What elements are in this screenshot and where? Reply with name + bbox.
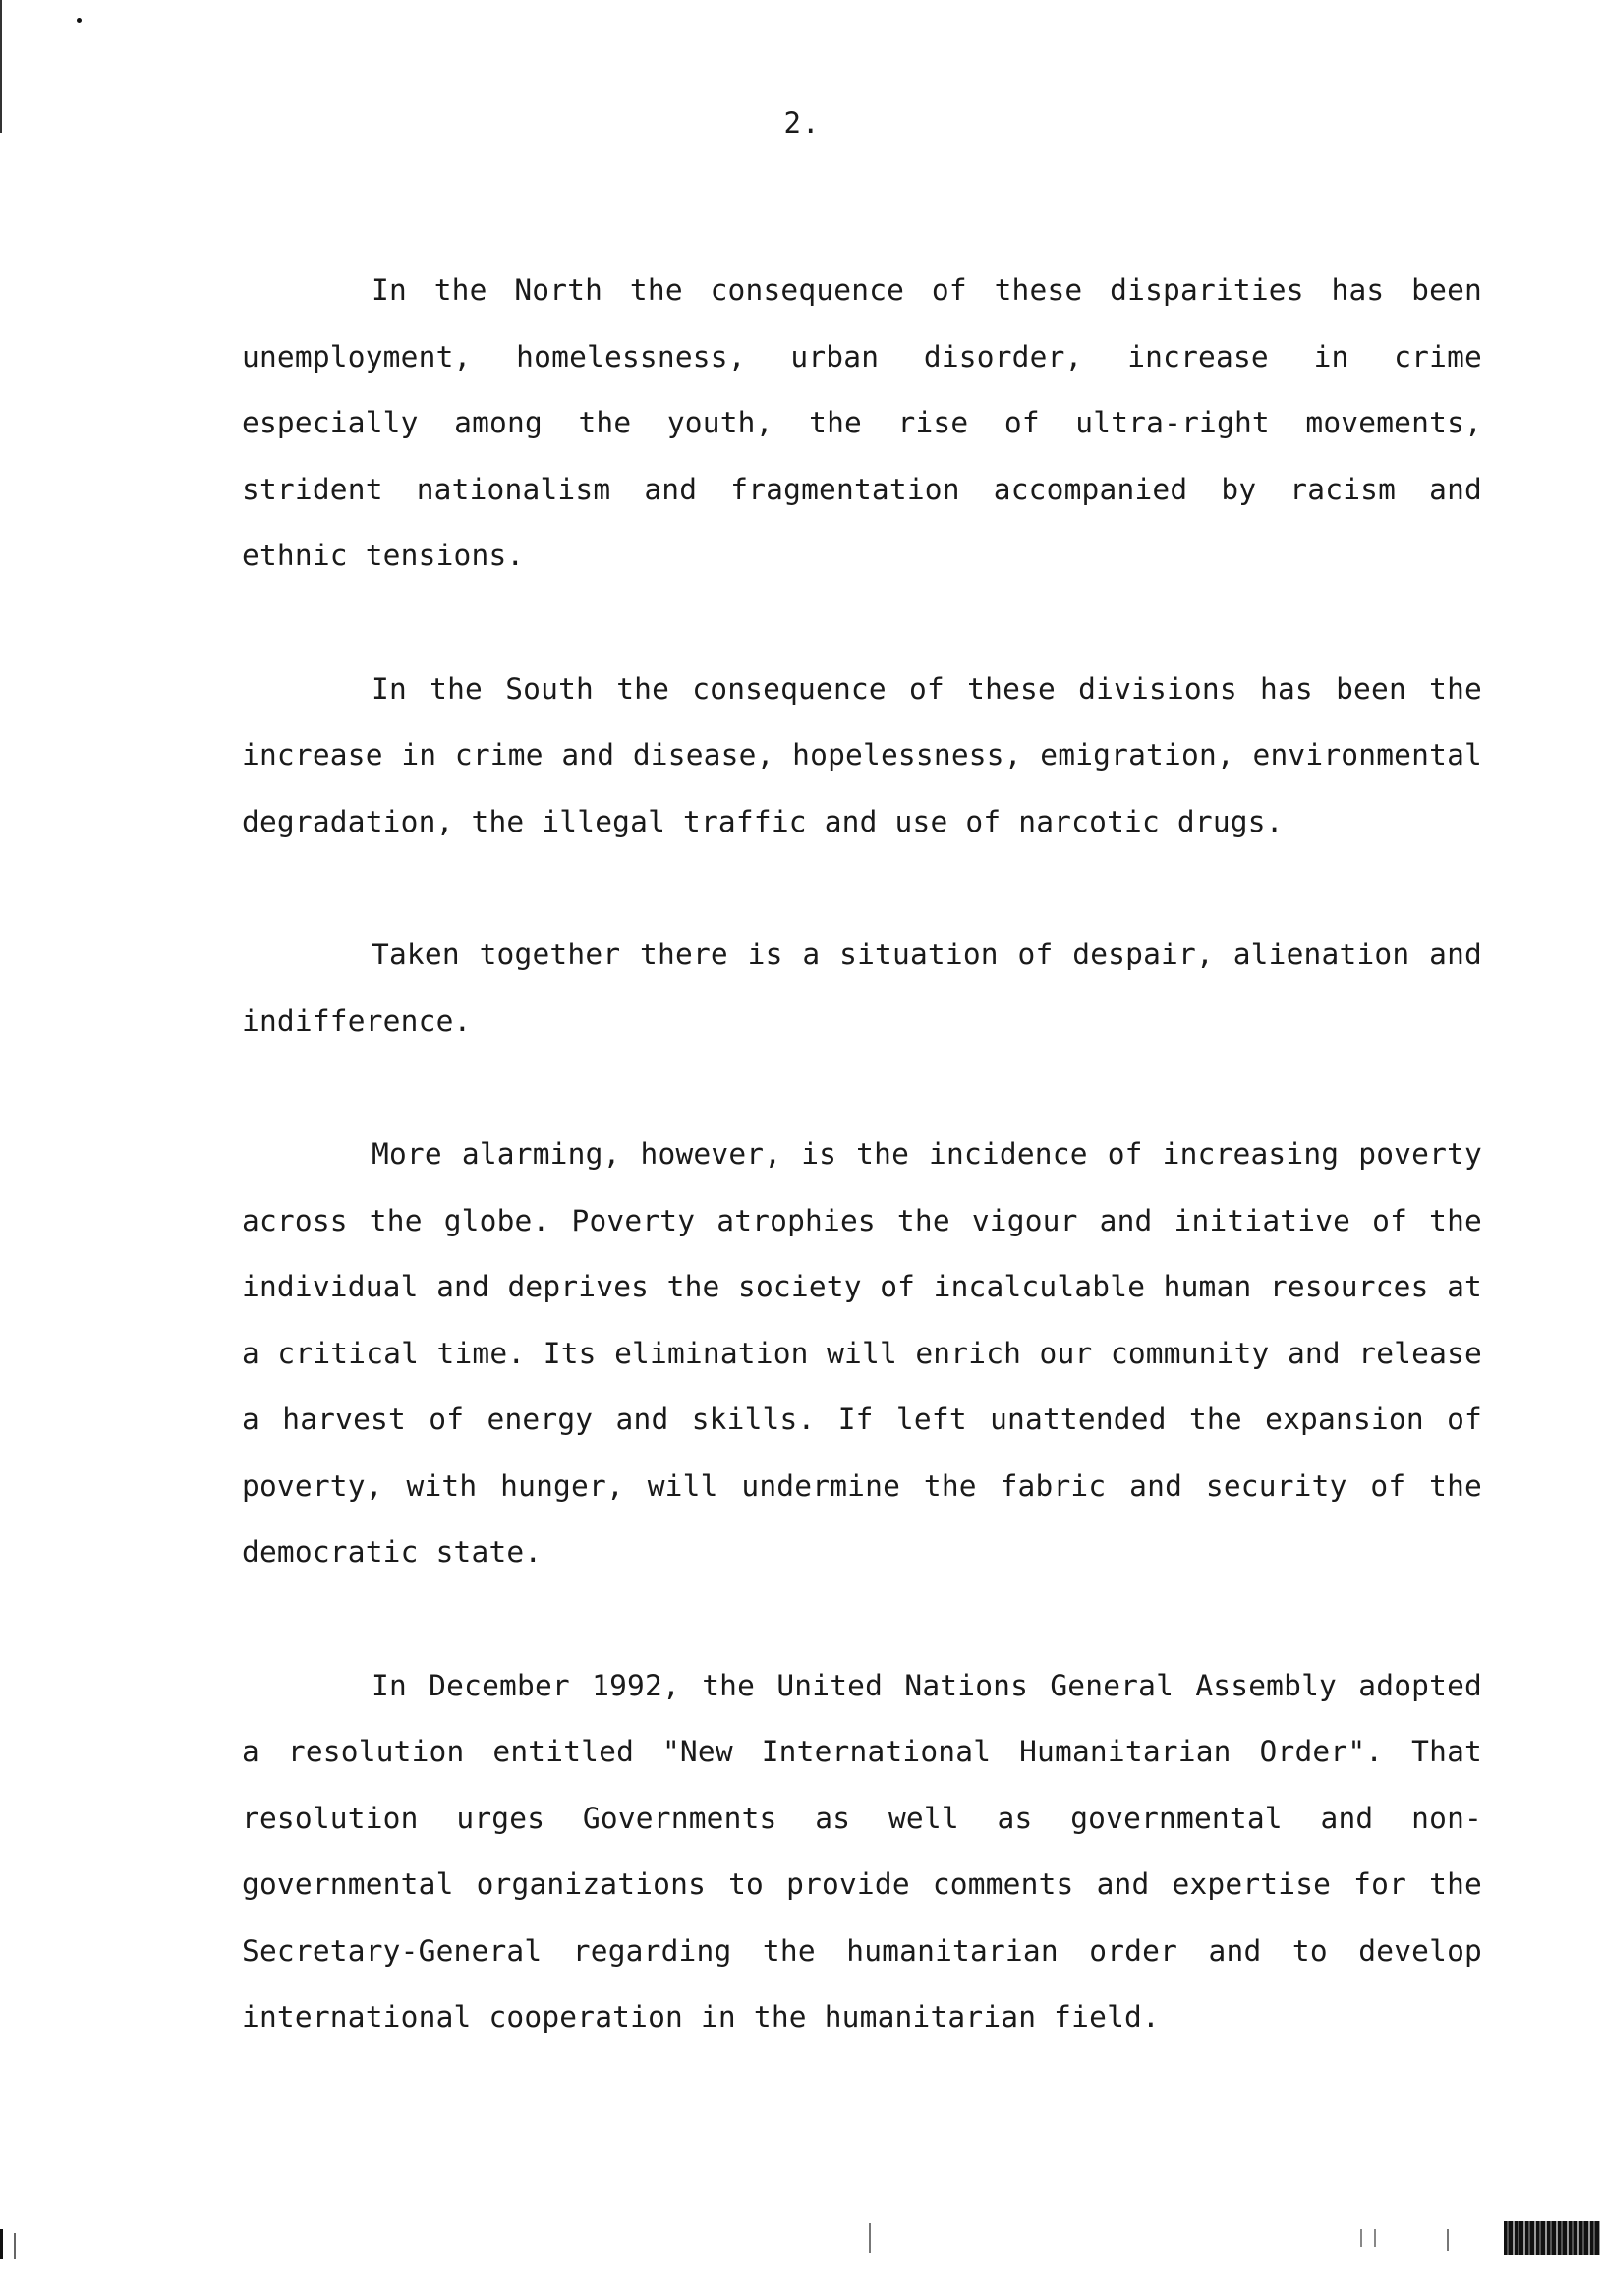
page-number: 2. [783,106,821,140]
paragraph-un-resolution: In December 1992, the United Nations General Assembly adopted a resolution entitled "New International Humanitarian Order". That resolution urges Governments as well as governmental and non-governmental organizations to provide comments and expertise for the Secretary-General regarding the humanitarian order and to develop international cooperation in the humanitarian field. [242,1668,1482,2034]
scan-right-mark [1374,2229,1376,2247]
scan-edge-mark [14,2233,16,2259]
scan-barcode [1504,2221,1600,2255]
paragraph-south: In the South the consequence of these divisions has been the increase in crime and disease, hopelessness, emigration, environmental degradation, the illegal traffic and use of narcotic drugs. [242,671,1482,838]
scan-right-mark [1360,2229,1362,2247]
paragraph-poverty: More alarming, however, is the incidence of increasing poverty across the globe. Poverty atrophies the vigour and initiative of the individual and deprives the society of incalculable human resources at a critical time. Its elimination will enrich our community and release a harvest of energy and skills. If left unattended the expansion of poverty, with hunger, will undermine the fabric and security of the democratic state. [242,1137,1482,1569]
scan-edge-mark [0,2229,3,2259]
scan-center-mark [869,2223,871,2253]
body-text [242,258,1482,2118]
paragraph-despair: Taken together there is a situation of despair, alienation and indifference. [242,938,1482,1038]
scan-dot [77,18,82,23]
paragraph-north: In the North the consequence of these disparities has been unemployment, homelessness, urban disorder, increase in crime especially among the youth, the rise of ultra-right movements, strident nationalism and fragmentation accompanied by racism and ethnic tensions. [242,273,1482,572]
scan-right-mark [1447,2229,1449,2251]
